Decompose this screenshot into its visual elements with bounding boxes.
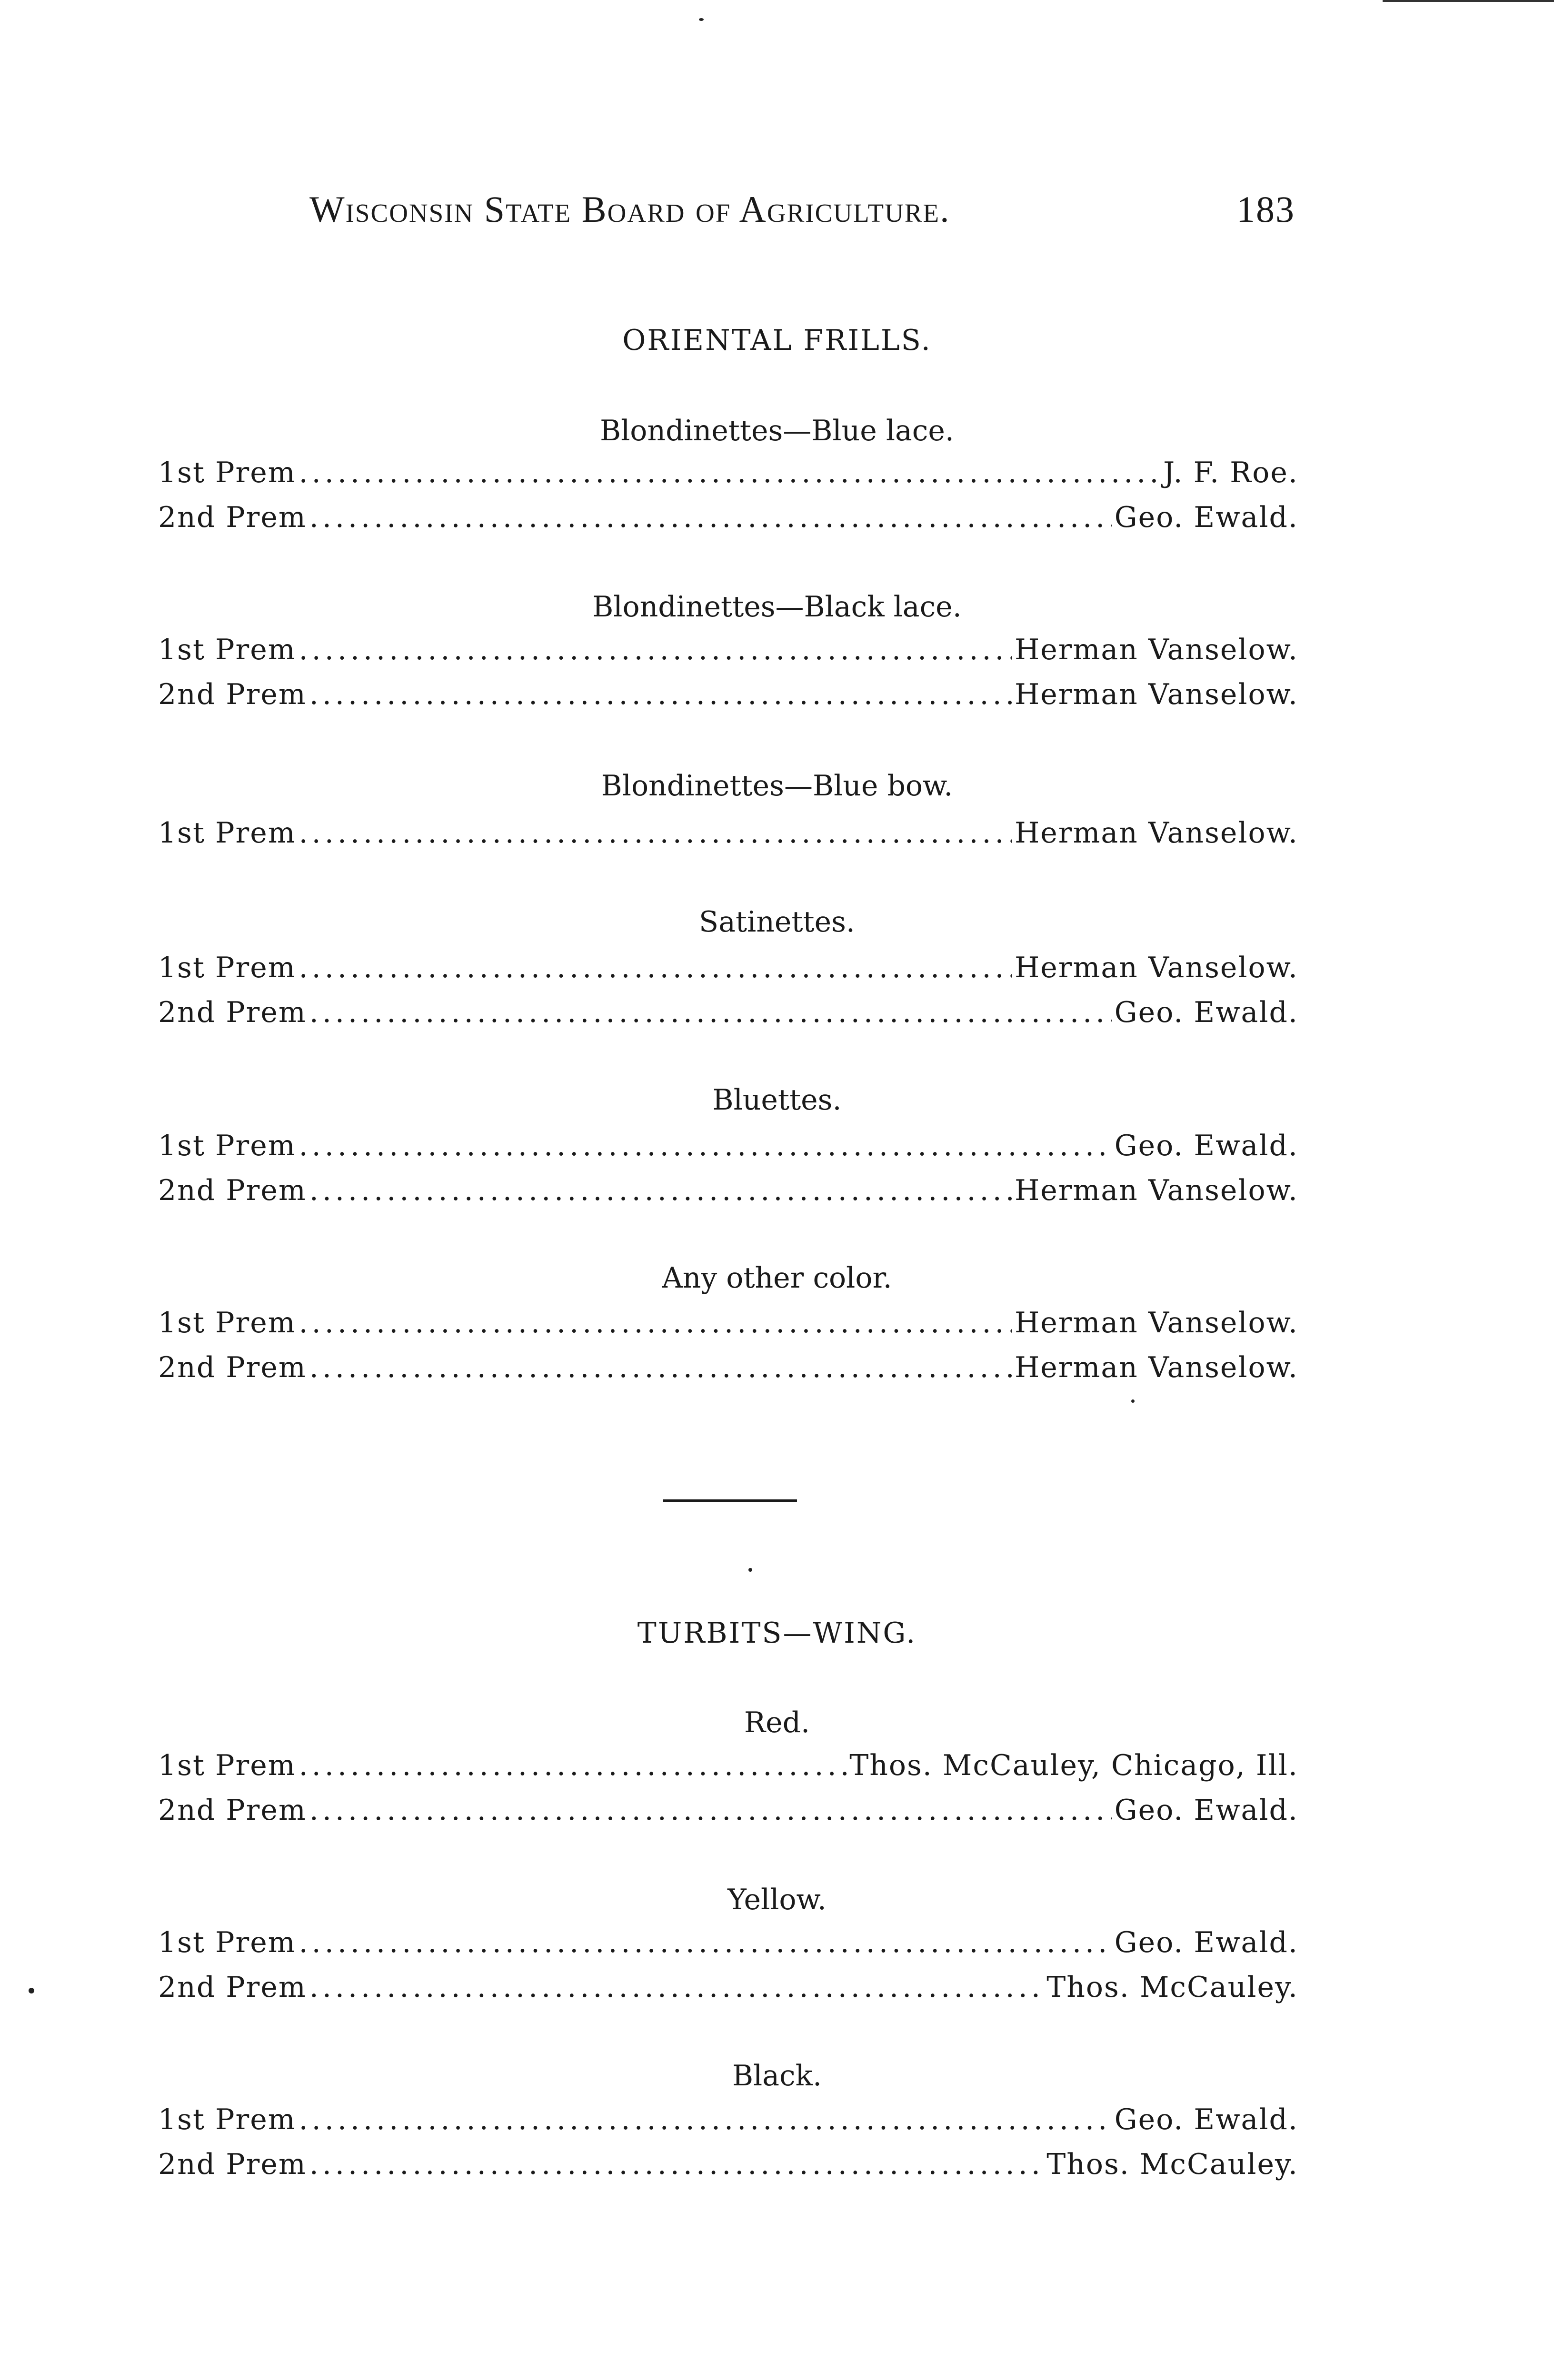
premium-winner: Geo. Ewald. <box>1114 1794 1298 1827</box>
class-heading: Blondinettes—Blue bow. <box>601 769 953 803</box>
dot-leader <box>299 1306 1012 1339</box>
dot-leader <box>309 1794 1112 1827</box>
dot-leader <box>309 1174 1012 1207</box>
premium-place: 2nd Prem <box>158 1971 307 2004</box>
scan-speck <box>748 1568 752 1572</box>
class-heading: Bluettes. <box>712 1083 842 1117</box>
running-header-title: Wisconsin State Board of Agriculture. <box>309 188 950 230</box>
premium-entry <box>158 456 1298 494</box>
dot-leader <box>309 2148 1044 2181</box>
premium-entry <box>158 1794 1298 1832</box>
premium-winner: J. F. Roe. <box>1163 456 1298 489</box>
premium-place: 1st Prem <box>158 1926 296 1959</box>
premium-entry <box>158 678 1298 716</box>
premium-winner: Herman Vanselow. <box>1014 951 1298 984</box>
premium-winner: Geo. Ewald. <box>1114 1129 1298 1162</box>
premium-place: 1st Prem <box>158 1749 296 1782</box>
premium-winner: Thos. McCauley. <box>1046 2148 1298 2181</box>
dot-leader <box>299 1129 1112 1162</box>
dot-leader <box>299 2103 1112 2136</box>
premium-entry <box>158 1926 1298 1964</box>
premium-winner: Herman Vanselow. <box>1014 1174 1298 1207</box>
dot-leader <box>299 951 1012 984</box>
premium-entry <box>158 633 1298 671</box>
class-heading: Any other color. <box>662 1261 892 1295</box>
dot-leader <box>299 456 1161 489</box>
section-title: TURBITS—WING. <box>637 1616 917 1650</box>
premium-place: 1st Prem <box>158 2103 296 2136</box>
premium-place: 1st Prem <box>158 1129 296 1162</box>
running-header <box>309 188 1295 240</box>
premium-winner: Herman Vanselow. <box>1014 816 1298 850</box>
premium-place: 1st Prem <box>158 633 296 666</box>
premium-entry <box>158 1971 1298 2009</box>
premium-place: 2nd Prem <box>158 678 307 711</box>
premium-place: 2nd Prem <box>158 501 307 534</box>
premium-place: 2nd Prem <box>158 1351 307 1384</box>
class-heading: Blondinettes—Blue lace. <box>600 414 954 447</box>
class-heading: Blondinettes—Black lace. <box>592 590 962 624</box>
section-divider <box>663 1499 797 1502</box>
class-heading: Black. <box>732 2059 822 2092</box>
class-heading: Red. <box>744 1706 810 1739</box>
premium-entry <box>158 951 1298 989</box>
dot-leader <box>309 501 1112 534</box>
premium-place: 1st Prem <box>158 1306 296 1339</box>
premium-place: 2nd Prem <box>158 996 307 1029</box>
premium-entry <box>158 2148 1298 2186</box>
dot-leader <box>309 1971 1044 2004</box>
dot-leader <box>299 816 1012 850</box>
premium-place: 1st Prem <box>158 816 296 850</box>
premium-entry <box>158 1129 1298 1167</box>
scan-speck <box>699 18 704 21</box>
class-heading: Yellow. <box>727 1883 827 1916</box>
scan-speck <box>29 1988 34 1993</box>
premium-winner: Geo. Ewald. <box>1114 2103 1298 2136</box>
premium-place: 2nd Prem <box>158 1794 307 1827</box>
premium-place: 1st Prem <box>158 951 296 984</box>
dot-leader <box>309 678 1012 711</box>
premium-entry <box>158 996 1298 1034</box>
page-edge-line <box>1383 0 1554 2</box>
premium-place: 2nd Prem <box>158 1174 307 1207</box>
premium-entry <box>158 1749 1298 1787</box>
premium-winner: Thos. McCauley. <box>1046 1971 1298 2004</box>
premium-entry <box>158 816 1298 854</box>
premium-entry <box>158 1306 1298 1344</box>
premium-place: 2nd Prem <box>158 2148 307 2181</box>
premium-winner: Thos. McCauley, Chicago, Ill. <box>849 1749 1298 1782</box>
premium-entry <box>158 1174 1298 1212</box>
dot-leader <box>299 1926 1112 1959</box>
dot-leader <box>309 996 1112 1029</box>
premium-winner: Herman Vanselow. <box>1014 678 1298 711</box>
class-heading: Satinettes. <box>699 905 855 939</box>
dot-leader <box>299 1749 847 1782</box>
premium-entry <box>158 1351 1298 1389</box>
scan-speck <box>1131 1399 1135 1403</box>
dot-leader <box>299 633 1012 666</box>
premium-winner: Geo. Ewald. <box>1114 1926 1298 1959</box>
premium-winner: Herman Vanselow. <box>1014 633 1298 666</box>
premium-winner: Herman Vanselow. <box>1014 1351 1298 1384</box>
premium-winner: Geo. Ewald. <box>1114 996 1298 1029</box>
premium-winner: Herman Vanselow. <box>1014 1306 1298 1339</box>
dot-leader <box>309 1351 1012 1384</box>
premium-winner: Geo. Ewald. <box>1114 501 1298 534</box>
page-number: 183 <box>1236 188 1295 230</box>
section-title: ORIENTAL FRILLS. <box>622 324 932 357</box>
premium-entry <box>158 2103 1298 2141</box>
premium-entry <box>158 501 1298 539</box>
premium-place: 1st Prem <box>158 456 296 489</box>
